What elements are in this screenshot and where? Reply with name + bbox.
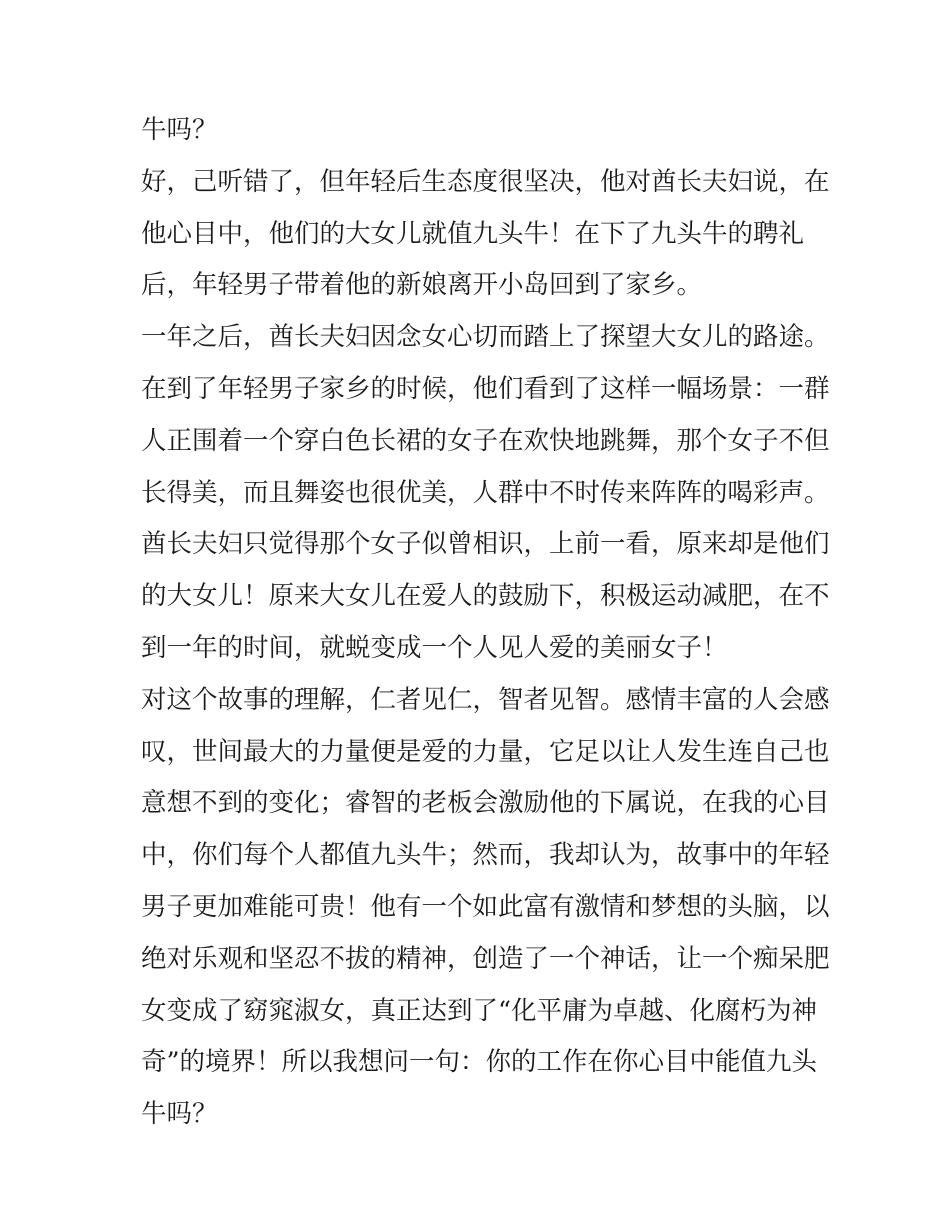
text-line: 意想不到的变化；睿智的老板会激励他的下属说，在我的心目 (141, 788, 830, 819)
text-line: 长得美，而且舞姿也很优美，人群中不时传来阵阵的喝彩声。 (141, 477, 830, 508)
text-line: 男子更加难能可贵！他有一个如此富有激情和梦想的头脑，以 (141, 891, 830, 922)
text-line: 到一年的时间，就蜕变成一个人见人爱的美丽女子！ (141, 632, 728, 663)
text-line: 一年之后，酋长夫妇因念女心切而踏上了探望大女儿的路途。 (141, 322, 830, 353)
text-line: 中，你们每个人都值九头牛；然而，我却认为，故事中的年轻 (141, 840, 830, 871)
text-line: 奇”的境界！所以我想问一句：你的工作在你心目中能值九头 (141, 1047, 818, 1078)
text-line: 在到了年轻男子家乡的时候，他们看到了这样一幅场景：一群 (141, 373, 830, 404)
text-line: 叹，世间最大的力量便是爱的力量，它足以让人发生连自己也 (141, 736, 830, 767)
text-line: 好，己听错了，但年轻后生态度很坚决，他对酋长夫妇说，在 (141, 166, 830, 197)
text-line: 绝对乐观和坚忍不拔的精神，创造了一个神话，让一个痴呆肥 (141, 943, 830, 974)
text-line: 牛吗？ (141, 1099, 218, 1130)
document-body (141, 105, 830, 1141)
text-line: 的大女儿！原来大女儿在爱人的鼓励下，积极运动减肥，在不 (141, 581, 830, 612)
text-line: 后，年轻男子带着他的新娘离开小岛回到了家乡。 (141, 270, 703, 301)
text-line: 牛吗？ (141, 115, 218, 145)
text-line: 对这个故事的理解，仁者见仁，智者见智。感情丰富的人会感 (141, 684, 830, 715)
text-line: 女变成了窈窕淑女，真正达到了“化平庸为卓越、化腐朽为神 (141, 995, 818, 1026)
text-line: 酋长夫妇只觉得那个女子似曾相识，上前一看，原来却是他们 (141, 529, 830, 560)
text-line: 他心目中，他们的大女儿就值九头牛！在下了九头牛的聘礼 (141, 218, 805, 249)
text-line: 人正围着一个穿白色长裙的女子在欢快地跳舞，那个女子不但 (141, 425, 830, 456)
